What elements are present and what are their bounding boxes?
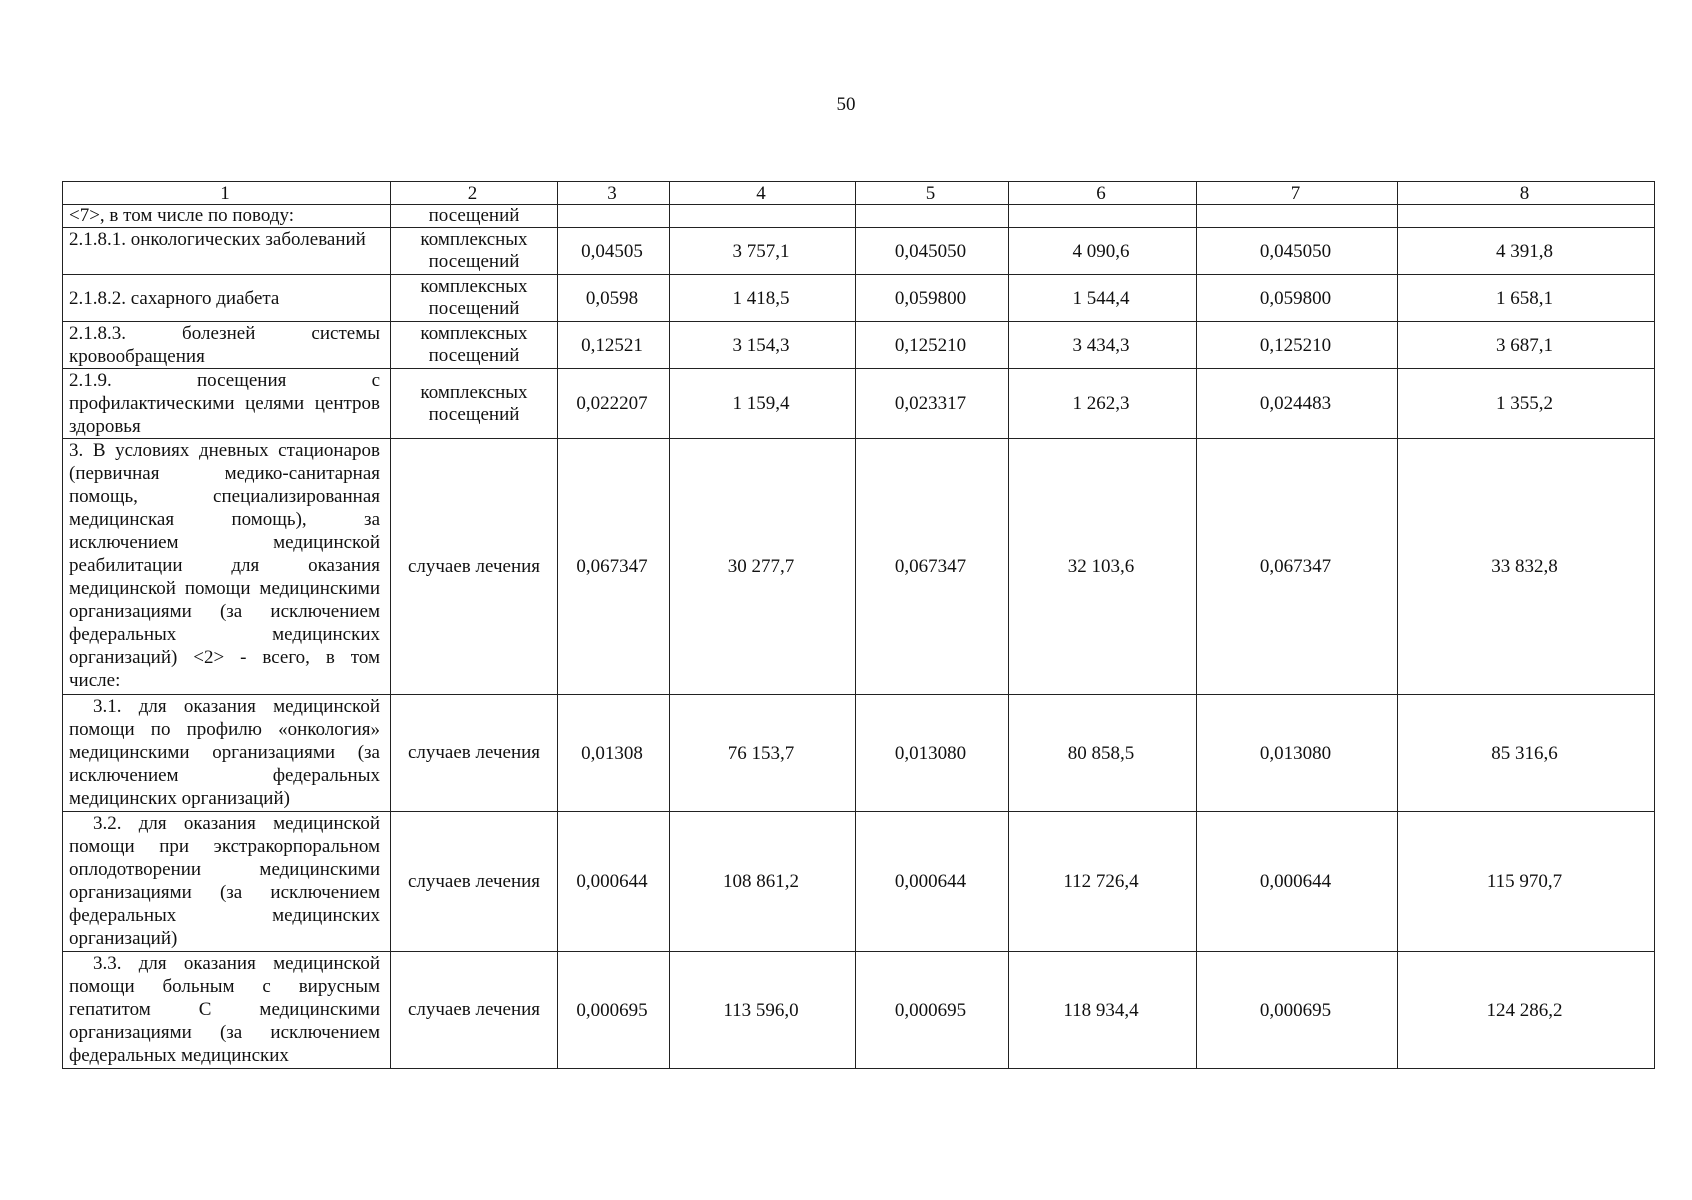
- value-cell: 1 355,2: [1398, 369, 1655, 439]
- value-cell: 0,000644: [1197, 812, 1398, 952]
- header-cell: 1: [63, 182, 391, 205]
- value-cell: 0,059800: [1197, 275, 1398, 322]
- value-cell: 113 596,0: [670, 952, 856, 1069]
- table-row: [63, 205, 1655, 228]
- value-cell: [1009, 205, 1197, 228]
- value-cell: 108 861,2: [670, 812, 856, 952]
- table-row: [63, 275, 1655, 322]
- value-cell: [1398, 205, 1655, 228]
- header-cell: 6: [1009, 182, 1197, 205]
- header-cell: 2: [391, 182, 558, 205]
- value-cell: 0,125210: [856, 322, 1009, 369]
- unit-cell: посещений: [391, 205, 558, 228]
- value-cell: 0,04505: [558, 228, 670, 275]
- value-cell: 0,000695: [1197, 952, 1398, 1069]
- value-cell: 0,023317: [856, 369, 1009, 439]
- value-cell: 0,12521: [558, 322, 670, 369]
- header-cell: 7: [1197, 182, 1398, 205]
- table-row: [63, 952, 1655, 1069]
- value-cell: 85 316,6: [1398, 695, 1655, 812]
- unit-cell: случаев лечения: [391, 439, 558, 695]
- unit-cell: случаев лечения: [391, 952, 558, 1069]
- value-cell: [670, 205, 856, 228]
- table-row: [63, 322, 1655, 369]
- row-label: 2.1.9. посещения с профилактическими целями центров здоровья: [63, 369, 391, 439]
- unit-cell: случаев лечения: [391, 812, 558, 952]
- row-label: 3. В условиях дневных стационаров (первичная медико-санитарная помощь, специализированная медицинская помощь), за исключением медицинской реабилитации для оказания медицинской помощи медицинскими организациями (за исключением федеральных медицинских организаций) <2> - всего, в том числе:: [63, 439, 391, 695]
- table-row: [63, 439, 1655, 695]
- value-cell: 0,000644: [558, 812, 670, 952]
- unit-cell: комплексных посещений: [391, 322, 558, 369]
- value-cell: [558, 205, 670, 228]
- value-cell: 112 726,4: [1009, 812, 1197, 952]
- value-cell: 1 658,1: [1398, 275, 1655, 322]
- value-cell: 76 153,7: [670, 695, 856, 812]
- value-cell: 1 544,4: [1009, 275, 1197, 322]
- value-cell: 0,067347: [856, 439, 1009, 695]
- value-cell: 80 858,5: [1009, 695, 1197, 812]
- value-cell: [1197, 205, 1398, 228]
- row-label: <7>, в том числе по поводу:: [63, 205, 391, 228]
- row-label: 3.2. для оказания медицинской помощи при экстракорпоральном оплодотворении медицинскими организациями (за исключением федеральных медицинских организаций): [63, 812, 391, 952]
- table-row: [63, 695, 1655, 812]
- value-cell: 0,0598: [558, 275, 670, 322]
- row-label: 3.1. для оказания медицинской помощи по профилю «онкология» медицинскими организациями (за исключением федеральных медицинских организаций): [63, 695, 391, 812]
- row-label: 2.1.8.3. болезней системы кровообращения: [63, 322, 391, 369]
- value-cell: 32 103,6: [1009, 439, 1197, 695]
- page-number: 50: [836, 94, 856, 115]
- header-cell: 5: [856, 182, 1009, 205]
- value-cell: 0,01308: [558, 695, 670, 812]
- value-cell: 1 159,4: [670, 369, 856, 439]
- value-cell: 118 934,4: [1009, 952, 1197, 1069]
- value-cell: 0,067347: [558, 439, 670, 695]
- value-cell: 0,024483: [1197, 369, 1398, 439]
- value-cell: 0,045050: [856, 228, 1009, 275]
- unit-cell: комплексных посещений: [391, 228, 558, 275]
- header-cell: 3: [558, 182, 670, 205]
- value-cell: 0,045050: [1197, 228, 1398, 275]
- row-label: 2.1.8.2. сахарного диабета: [63, 275, 391, 322]
- data-table: [62, 181, 1655, 1069]
- header-cell: 4: [670, 182, 856, 205]
- value-cell: 124 286,2: [1398, 952, 1655, 1069]
- table-row: [63, 369, 1655, 439]
- header-row: [63, 182, 1655, 205]
- unit-cell: комплексных посещений: [391, 275, 558, 322]
- value-cell: 4 090,6: [1009, 228, 1197, 275]
- value-cell: 0,125210: [1197, 322, 1398, 369]
- value-cell: 0,022207: [558, 369, 670, 439]
- value-cell: 0,000644: [856, 812, 1009, 952]
- unit-cell: случаев лечения: [391, 695, 558, 812]
- value-cell: 3 434,3: [1009, 322, 1197, 369]
- value-cell: 0,067347: [1197, 439, 1398, 695]
- header-cell: 8: [1398, 182, 1655, 205]
- value-cell: 0,000695: [558, 952, 670, 1069]
- value-cell: 30 277,7: [670, 439, 856, 695]
- value-cell: 3 687,1: [1398, 322, 1655, 369]
- row-label: 2.1.8.1. онкологических заболеваний: [63, 228, 391, 275]
- table-row: [63, 812, 1655, 952]
- value-cell: 3 154,3: [670, 322, 856, 369]
- value-cell: 3 757,1: [670, 228, 856, 275]
- value-cell: 115 970,7: [1398, 812, 1655, 952]
- value-cell: 0,013080: [856, 695, 1009, 812]
- value-cell: 0,000695: [856, 952, 1009, 1069]
- value-cell: 1 262,3: [1009, 369, 1197, 439]
- table-row: [63, 228, 1655, 275]
- value-cell: [856, 205, 1009, 228]
- value-cell: 0,059800: [856, 275, 1009, 322]
- value-cell: 4 391,8: [1398, 228, 1655, 275]
- value-cell: 33 832,8: [1398, 439, 1655, 695]
- row-label: 3.3. для оказания медицинской помощи больным с вирусным гепатитом С медицинскими организациями (за исключением федеральных медицинских: [63, 952, 391, 1069]
- unit-cell: комплексных посещений: [391, 369, 558, 439]
- value-cell: 1 418,5: [670, 275, 856, 322]
- value-cell: 0,013080: [1197, 695, 1398, 812]
